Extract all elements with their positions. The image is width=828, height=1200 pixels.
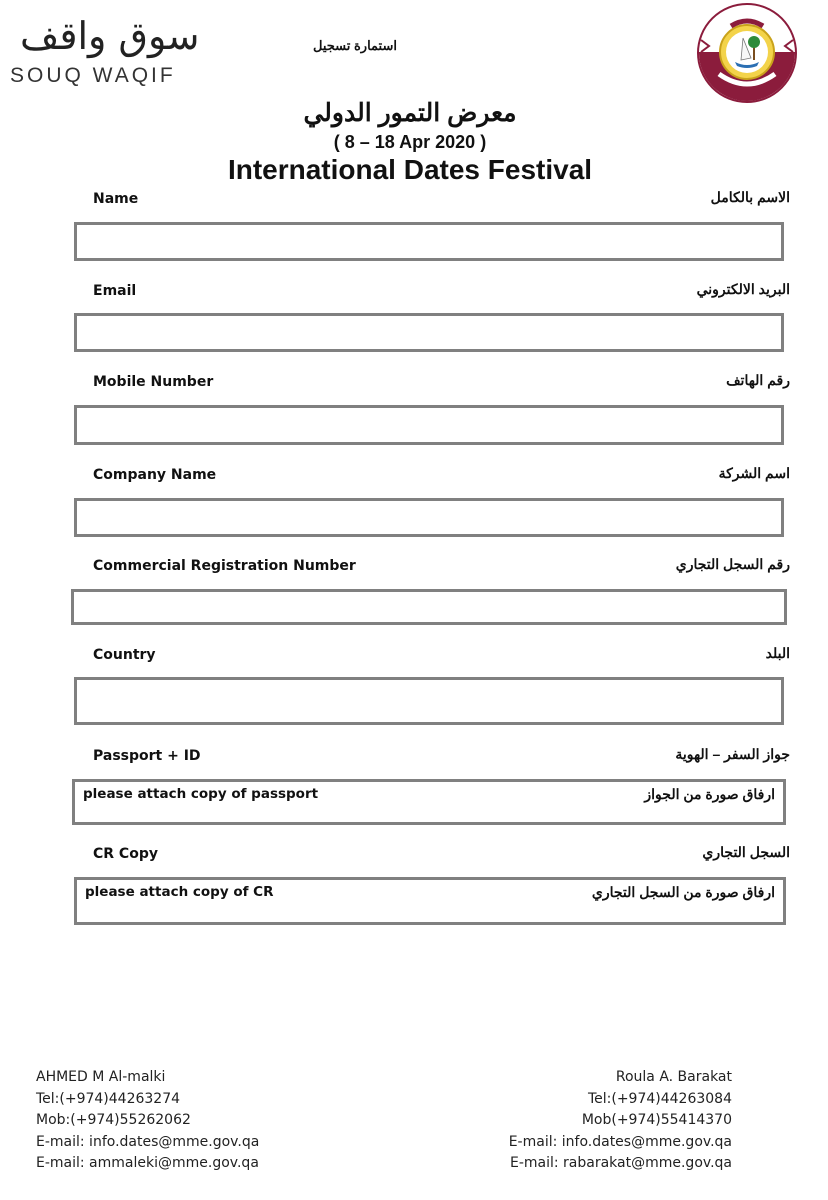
contact-right-name: Roula A. Barakat — [615, 1069, 732, 1085]
passport-label-en: Passport + ID — [93, 748, 201, 764]
cr-number-label-en: Commercial Registration Number — [93, 558, 356, 574]
email-field[interactable] — [74, 313, 784, 352]
contact-right — [509, 1067, 732, 1175]
name-input[interactable] — [77, 225, 781, 258]
contact-left — [36, 1067, 259, 1175]
form-type-label: استمارة تسجيل — [313, 38, 397, 53]
contact-left-tel: Tel:(+974)44263274 — [36, 1090, 181, 1107]
cr-number-field[interactable] — [71, 589, 787, 625]
mobile-field[interactable] — [74, 405, 784, 445]
cr-copy-attachment-box[interactable] — [74, 877, 786, 925]
cr-number-label-ar: رقم السجل التجاري — [675, 556, 790, 572]
contact-left-email1: E-mail: info.dates@mme.gov.qa — [36, 1133, 260, 1150]
cr-number-input[interactable] — [74, 592, 784, 622]
contact-left-mob: Mob:(+974)55262062 — [36, 1112, 191, 1128]
mobile-label-ar: رقم الهاتف — [726, 372, 790, 388]
contact-left-email2: E-mail: ammaleki@mme.gov.qa — [36, 1155, 259, 1171]
title-english: International Dates Festival — [227, 154, 593, 185]
company-label-en: Company Name — [93, 467, 217, 483]
cr-copy-hint-ar: ارفاق صورة من السجل التجاري — [591, 884, 775, 900]
email-label-ar: البريد الالكتروني — [696, 281, 790, 297]
cr-copy-label-ar: السجل التجاري — [702, 844, 790, 860]
company-field[interactable] — [74, 498, 784, 537]
festival-dates: ( 8 – 18 Apr 2020 ) — [333, 132, 487, 152]
country-label-ar: البلد — [765, 645, 790, 661]
country-input[interactable] — [77, 680, 781, 722]
passport-hint-ar: ارفاق صورة من الجواز — [644, 786, 775, 802]
company-input[interactable] — [77, 501, 781, 534]
souq-waqif-logo-arabic: سوق واقف — [20, 14, 200, 58]
company-label-ar: اسم الشركة — [718, 465, 790, 481]
name-label-en: Name — [93, 191, 139, 207]
name-label-ar: الاسم بالكامل — [710, 189, 790, 205]
cr-copy-label-en: CR Copy — [93, 846, 158, 862]
email-label-en: Email — [93, 283, 137, 299]
email-input[interactable] — [77, 316, 781, 349]
contact-left-name: AHMED M Al-malki — [36, 1069, 166, 1085]
contact-right-tel: Tel:(+974)44263084 — [587, 1090, 732, 1107]
ministry-seal-logo — [695, 2, 799, 104]
passport-label-ar: جواز السفر – الهوية — [675, 746, 790, 762]
mobile-label-en: Mobile Number — [93, 374, 214, 390]
passport-hint-en: please attach copy of passport — [83, 786, 319, 802]
mobile-input[interactable] — [77, 408, 781, 442]
cr-copy-hint-en: please attach copy of CR — [85, 884, 274, 900]
title-arabic: معرض التمور الدولي — [303, 99, 517, 127]
souq-waqif-logo-english: SOUQ WAQIF — [10, 64, 176, 87]
contact-right-email1: E-mail: info.dates@mme.gov.qa — [508, 1133, 732, 1150]
contact-right-email2: E-mail: rabarakat@mme.gov.qa — [509, 1155, 732, 1171]
passport-attachment-box[interactable] — [72, 779, 786, 825]
country-label-en: Country — [93, 647, 156, 663]
contact-right-mob: Mob(+974)55414370 — [581, 1112, 732, 1128]
name-field[interactable] — [74, 222, 784, 261]
country-field[interactable] — [74, 677, 784, 725]
